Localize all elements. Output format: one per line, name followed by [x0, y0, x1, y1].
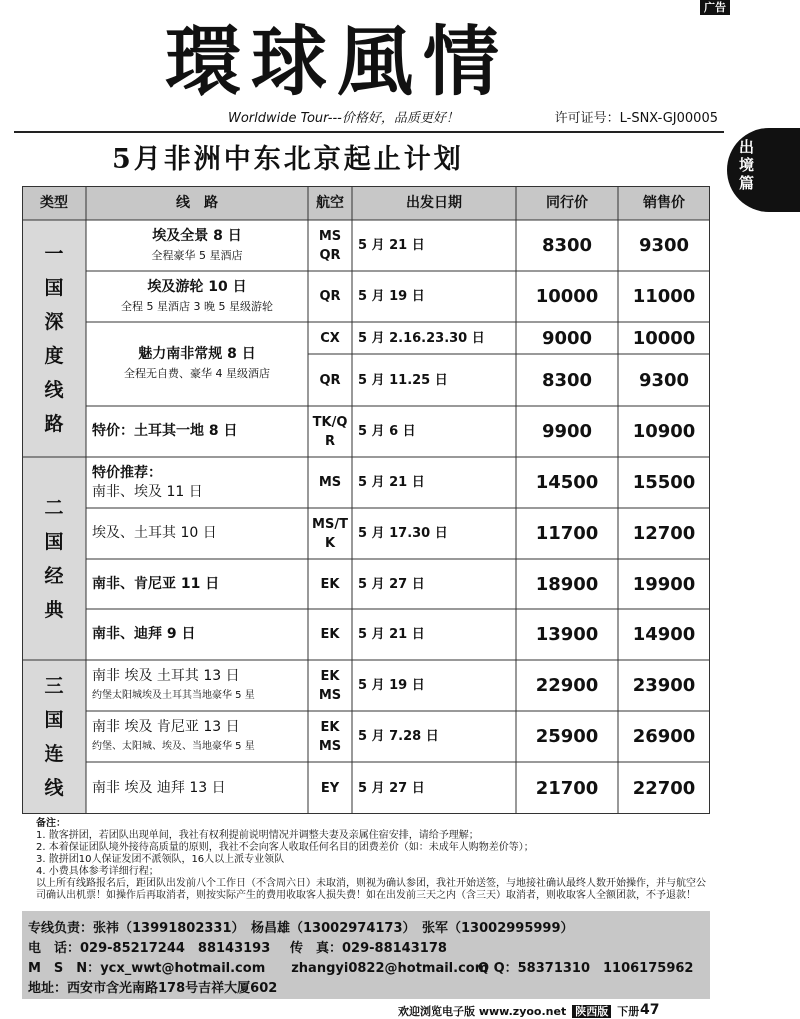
page-number: 47	[640, 1002, 660, 1018]
peer-price: 22900	[535, 675, 599, 696]
contact-address	[28, 977, 277, 996]
retail-price: 19900	[632, 573, 696, 595]
fax-number: 029-88143178	[342, 941, 447, 956]
retail-price: 10900	[632, 421, 696, 442]
route-name: 特价推荐：	[92, 464, 162, 481]
departure-date: 5 月 21 日	[358, 475, 425, 490]
peer-price: 8300	[541, 369, 593, 391]
table-row	[86, 609, 308, 660]
route-note: 约堡太阳城埃及土耳其当地豪华 5 星	[92, 689, 255, 701]
retail-price: 26900	[632, 726, 696, 747]
qq-label: Q Q：	[478, 961, 518, 976]
departure-date: 5 月 21 日	[358, 627, 425, 642]
column-header-date: 出发日期	[406, 194, 462, 211]
airline: QR	[319, 289, 341, 304]
departure-date: 5 月 7.28 日	[358, 729, 439, 744]
route-note: 约堡、太阳城、埃及、当地豪华 5 星	[92, 740, 255, 752]
brand-logo: 環球風情	[165, 17, 509, 106]
table-row	[86, 762, 308, 814]
route-name: 埃及、土耳其 10 日	[92, 525, 217, 541]
category-one-country: 一国深度线路	[44, 242, 64, 435]
category-two-country: 二国经典	[44, 496, 64, 621]
slogan-row	[228, 110, 718, 128]
route-name: 南非 埃及 肯尼亚 13 日	[92, 718, 240, 735]
table-row	[86, 271, 308, 322]
retail-price: 23900	[632, 675, 696, 696]
column-header-peer-price: 同行价	[546, 194, 588, 211]
airline: MS	[318, 475, 342, 490]
note-item: 4. 小费具体参考详细行程；	[36, 866, 159, 877]
column-header-retail-price: 销售价	[643, 194, 685, 211]
peer-price: 10000	[535, 286, 599, 307]
phone-number: 029-85217244 88143193	[80, 941, 271, 956]
peer-price: 8300	[541, 235, 593, 256]
address-label: 地址：	[28, 981, 68, 996]
table-row	[86, 220, 308, 271]
note-item: 1. 散客拼团，若团队出现单间，我社有权利提前说明情况并调整夫妻及亲属住宿安排，请给予理解；	[36, 830, 479, 841]
contact-qq	[478, 957, 693, 976]
notes	[36, 818, 706, 902]
notes-heading: 备注：	[36, 818, 66, 829]
retail-price: 9300	[638, 235, 690, 256]
departure-date: 5 月 21 日	[358, 238, 425, 253]
route-name: 埃及全景 8 日	[152, 227, 242, 244]
lead-label: 专线负责：	[28, 921, 94, 936]
route-name: 特价：土耳其一地 8 日	[92, 423, 238, 439]
peer-price: 13900	[535, 624, 599, 645]
departure-date: 5 月 2.16.23.30 日	[358, 330, 485, 346]
note-item: 3. 散拼团10人保证发团不派领队，16人以上派专业领队	[36, 854, 285, 865]
retail-price: 11000	[632, 286, 696, 307]
departure-date: 5 月 11.25 日	[358, 372, 448, 388]
route-note: 全程豪华 5 星酒店	[151, 248, 243, 262]
route-name: 南非 埃及 土耳其 13 日	[92, 667, 240, 684]
license-number: 许可证号：L-SNX-GJ00005	[554, 111, 718, 126]
lead-people: 张祎（13991802331） 杨昌雄（13002974173） 张军（13002995999）	[93, 921, 574, 936]
edition-badge: 陕西版	[572, 1005, 611, 1018]
route-note: 全程无自费、豪华 4 星级酒店	[124, 367, 270, 380]
airline: MS/T K	[312, 516, 348, 551]
table-row	[86, 322, 308, 406]
departure-date: 5 月 6 日	[358, 424, 416, 439]
table-row	[86, 660, 308, 711]
route-name: 埃及游轮 10 日	[147, 278, 247, 295]
column-header-type: 类型	[40, 194, 68, 211]
departure-date: 5 月 27 日	[358, 780, 425, 796]
route-name: 南非、迪拜 9 日	[92, 626, 196, 642]
fax-label: 传 真：	[290, 941, 343, 956]
qq-numbers: 58371310 1106175962	[517, 961, 694, 976]
peer-price: 14500	[535, 472, 599, 493]
route-note: 全程 5 星酒店 3 晚 5 星级游轮	[121, 299, 273, 313]
table-row	[86, 457, 308, 508]
peer-price: 21700	[535, 777, 599, 799]
contact-lead	[28, 917, 574, 936]
departure-date: 5 月 27 日	[358, 576, 425, 592]
category-three-country: 三国连线	[44, 675, 64, 799]
departure-date: 5 月 17.30 日	[358, 526, 448, 541]
table-row	[86, 508, 308, 559]
airline: EK	[320, 627, 340, 642]
table-row	[86, 559, 308, 609]
departure-date: 5 月 19 日	[358, 289, 425, 304]
airline: QR	[319, 372, 341, 388]
peer-price: 25900	[535, 726, 599, 747]
column-header-airline: 航空	[316, 194, 344, 211]
footer	[398, 1003, 639, 1019]
note-item: 以上所有线路报名后，距团队出发前八个工作日（不含周六日）未取消，则视为确认参团，我社开始送签，与地接社确认最终人数开始操作，并与航空公司确认出机票！如操作后再取消者，则按实际产生的费用收取客人损失费！如在出发前三天之内（含三天）取消者，则收取客人全额团款，不予退款！	[36, 878, 706, 901]
retail-price: 22700	[632, 777, 696, 799]
airline: CX	[320, 330, 340, 346]
airline: MS QR	[318, 228, 342, 263]
departure-date: 5 月 19 日	[358, 678, 425, 693]
contact-fax	[290, 937, 447, 956]
airline: EY	[320, 780, 340, 796]
retail-price: 10000	[632, 327, 696, 349]
column-header-route: 线 路	[176, 194, 218, 211]
retail-price: 14900	[632, 624, 696, 645]
airline: EK	[320, 576, 340, 592]
table-row	[86, 711, 308, 762]
section-tab	[727, 128, 800, 212]
header-divider	[14, 131, 724, 133]
slogan: Worldwide Tour---价格好，品质更好！	[228, 111, 459, 126]
peer-price: 9900	[541, 421, 593, 442]
airline: EK MS	[318, 668, 342, 703]
msn-label: M S N：	[28, 961, 101, 976]
route-name: 魅力南非常规 8 日	[138, 346, 256, 362]
retail-price: 12700	[632, 523, 696, 544]
route-name: 南非 埃及 迪拜 13 日	[92, 779, 226, 796]
address-text: 西安市含光南路178号吉祥大厦602	[67, 981, 278, 996]
msn-accounts: ycx_wwt@hotmail.com zhangyi0822@hotmail.com	[100, 961, 489, 976]
peer-price: 11700	[535, 523, 599, 544]
note-item: 2. 本着保证团队境外接待高质量的原则，我社不会向客人收取任何名目的团费差价（如：未成年人购物差价等）；	[36, 842, 534, 853]
retail-price: 9300	[638, 369, 690, 391]
volume-label: 下册	[617, 1005, 640, 1018]
table-row	[86, 406, 308, 457]
airline: EK MS	[318, 719, 342, 754]
phone-label: 电 话：	[28, 941, 81, 956]
route-note: 南非、埃及 11 日	[92, 483, 203, 500]
footer-text: 欢迎浏览电子版 www.zyoo.net	[398, 1005, 567, 1018]
contact-msn	[28, 957, 488, 976]
peer-price: 18900	[535, 573, 599, 595]
retail-price: 15500	[632, 472, 696, 493]
plan-title: 5月非洲中东北京起止计划	[112, 144, 464, 175]
ad-tag: 广告	[700, 0, 730, 15]
airline: TK/Q R	[312, 414, 348, 449]
contact-phone	[28, 937, 270, 956]
section-tab-label: 出境篇	[739, 138, 755, 192]
peer-price: 9000	[541, 327, 593, 349]
route-name: 南非、肯尼亚 11 日	[92, 575, 220, 592]
contact-panel	[22, 911, 710, 999]
tour-table	[22, 186, 710, 814]
